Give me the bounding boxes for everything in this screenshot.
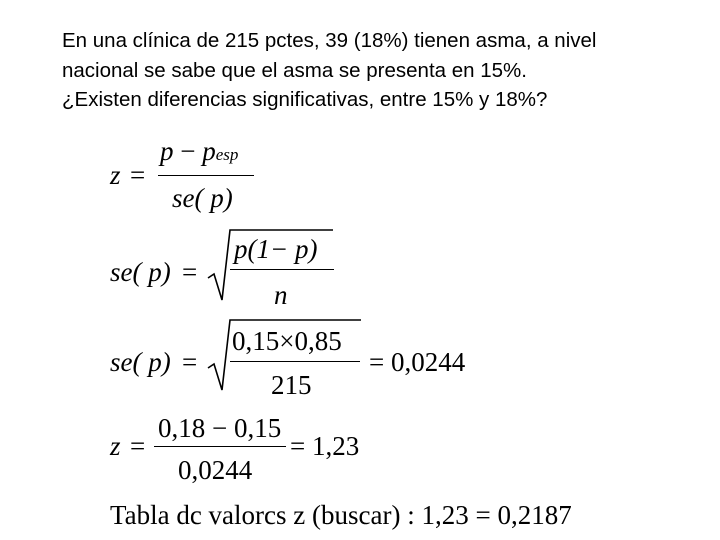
z-variable: z <box>110 431 121 461</box>
z-calc-denominator: 0,0244 <box>178 455 253 485</box>
se-calc-numerator: 0,15×0,85 <box>232 326 342 356</box>
z-result: = 1,23 <box>290 431 360 461</box>
z-formula-denominator: se( p) <box>172 183 233 213</box>
z-calc-numerator: 0,18 − 0,15 <box>158 413 282 443</box>
problem-line-3: ¿Existen diferencias significativas, entre 15% y 18%? <box>62 88 548 111</box>
se-label: se( p) <box>110 257 171 287</box>
z-formula-numerator: p − pesp <box>160 136 239 166</box>
se-denominator: n <box>274 280 288 310</box>
fraction-bar <box>158 175 254 176</box>
fraction-bar <box>230 269 334 270</box>
problem-line-2: nacional se sabe que el asma se presenta en 15%. <box>62 58 527 82</box>
problem-line-1: En una clínica de 215 pctes, 39 (18%) tienen asma, a nivel <box>62 29 597 52</box>
se-calc-denominator: 215 <box>271 370 312 400</box>
equals-sign: = <box>130 160 146 190</box>
se-result: = 0,0244 <box>369 347 466 377</box>
se-label: se( p) <box>110 347 171 377</box>
problem-statement <box>62 26 712 115</box>
fraction-bar <box>230 361 360 362</box>
z-variable: z <box>110 160 121 190</box>
z-table-lookup: Tabla dc valorcs z (buscar) : 1,23 = 0,2187 <box>110 500 572 530</box>
fraction-bar <box>154 446 286 447</box>
se-numerator: p(1− p) <box>234 234 318 264</box>
equals-sign: = <box>130 431 146 461</box>
equals-sign: = <box>182 347 198 377</box>
equals-sign: = <box>182 257 198 287</box>
